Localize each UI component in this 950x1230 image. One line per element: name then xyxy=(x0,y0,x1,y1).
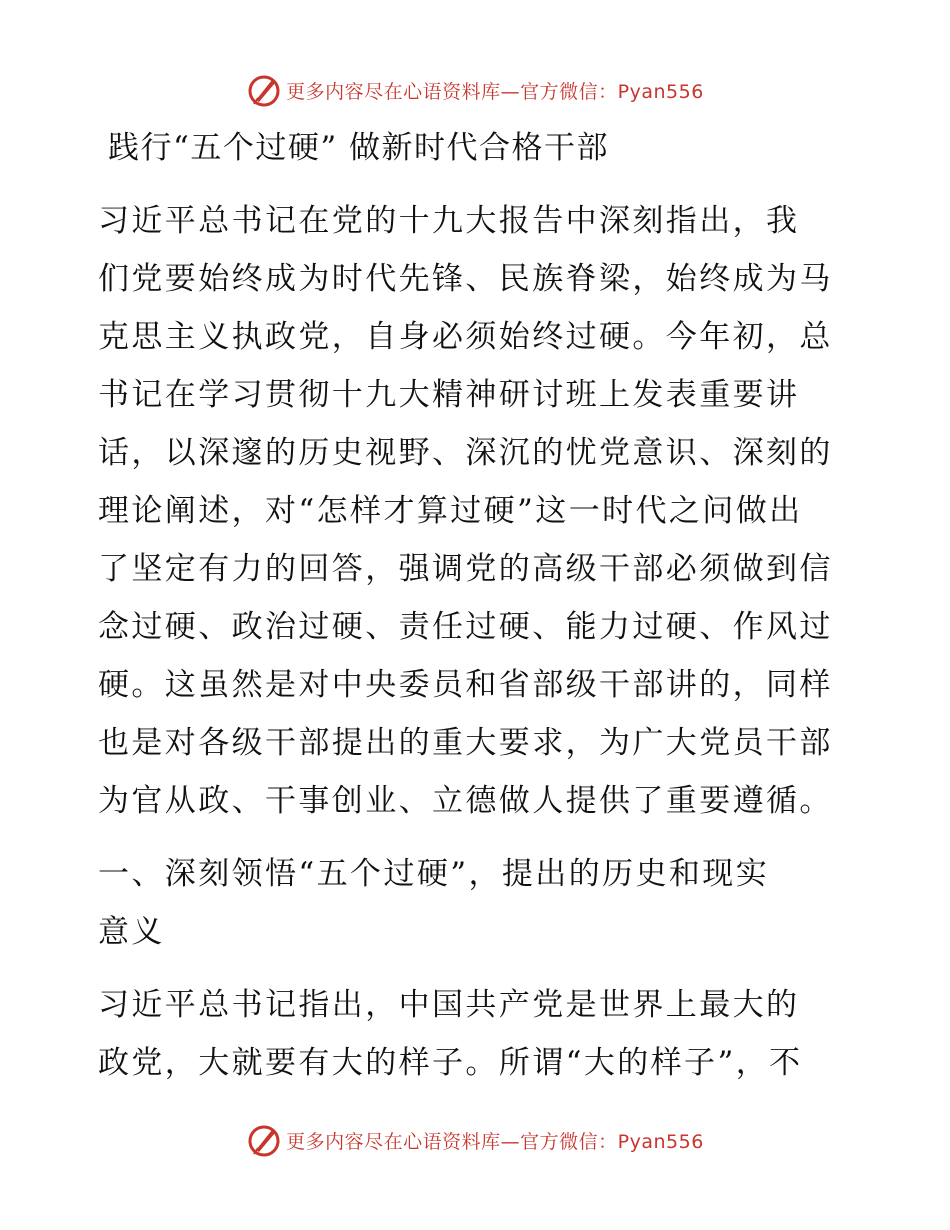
body-line-5: 话，以深邃的历史视野、深沉的忧党意识、深刻的 xyxy=(98,435,833,471)
body-line-8: 念过硬、政治过硬、责任过硬、能力过硬、作风过 xyxy=(98,609,833,645)
body-line-7: 了坚定有力的回答，强调党的高级干部必须做到信 xyxy=(98,551,833,587)
body-line-1: 习近平总书记在党的十九大报告中深刻指出，我 xyxy=(98,203,800,239)
section-heading-line-2: 意义 xyxy=(98,914,165,950)
body-line-2: 们党要始终成为时代先锋、民族脊梁，始终成为马 xyxy=(98,261,833,297)
pen-feather-logo-icon xyxy=(246,72,282,108)
body-line-11: 为官从政、干事创业、立德做人提供了重要遵循。 xyxy=(98,783,833,819)
body-line-3: 克思主义执政党，自身必须始终过硬。今年初，总 xyxy=(98,319,833,355)
section-heading-line-1: 一、深刻领悟“五个过硬”，提出的历史和现实 xyxy=(98,856,770,892)
body-line-9: 硬。这虽然是对中央委员和省部级干部讲的，同样 xyxy=(98,667,833,703)
body-line-4: 书记在学习贯彻十九大精神研讨班上发表重要讲 xyxy=(98,377,800,413)
body-line-12: 习近平总书记指出，中国共产党是世界上最大的 xyxy=(98,987,800,1023)
header-watermark xyxy=(0,70,950,110)
document-title: 践行“五个过硬” 做新时代合格干部 xyxy=(108,130,610,166)
body-line-6: 理论阐述，对“怎样才算过硬”这一时代之问做出 xyxy=(98,493,803,529)
watermark-text: 更多内容尽在心语资料库—官方微信：Pyan556 xyxy=(286,1130,704,1153)
body-line-10: 也是对各级干部提出的重大要求，为广大党员干部 xyxy=(98,725,833,761)
pen-feather-logo-icon xyxy=(246,1122,282,1158)
footer-watermark xyxy=(0,1120,950,1160)
watermark-text: 更多内容尽在心语资料库—官方微信：Pyan556 xyxy=(286,80,704,103)
body-line-13: 政党，大就要有大的样子。所谓“大的样子”，不 xyxy=(98,1045,803,1081)
